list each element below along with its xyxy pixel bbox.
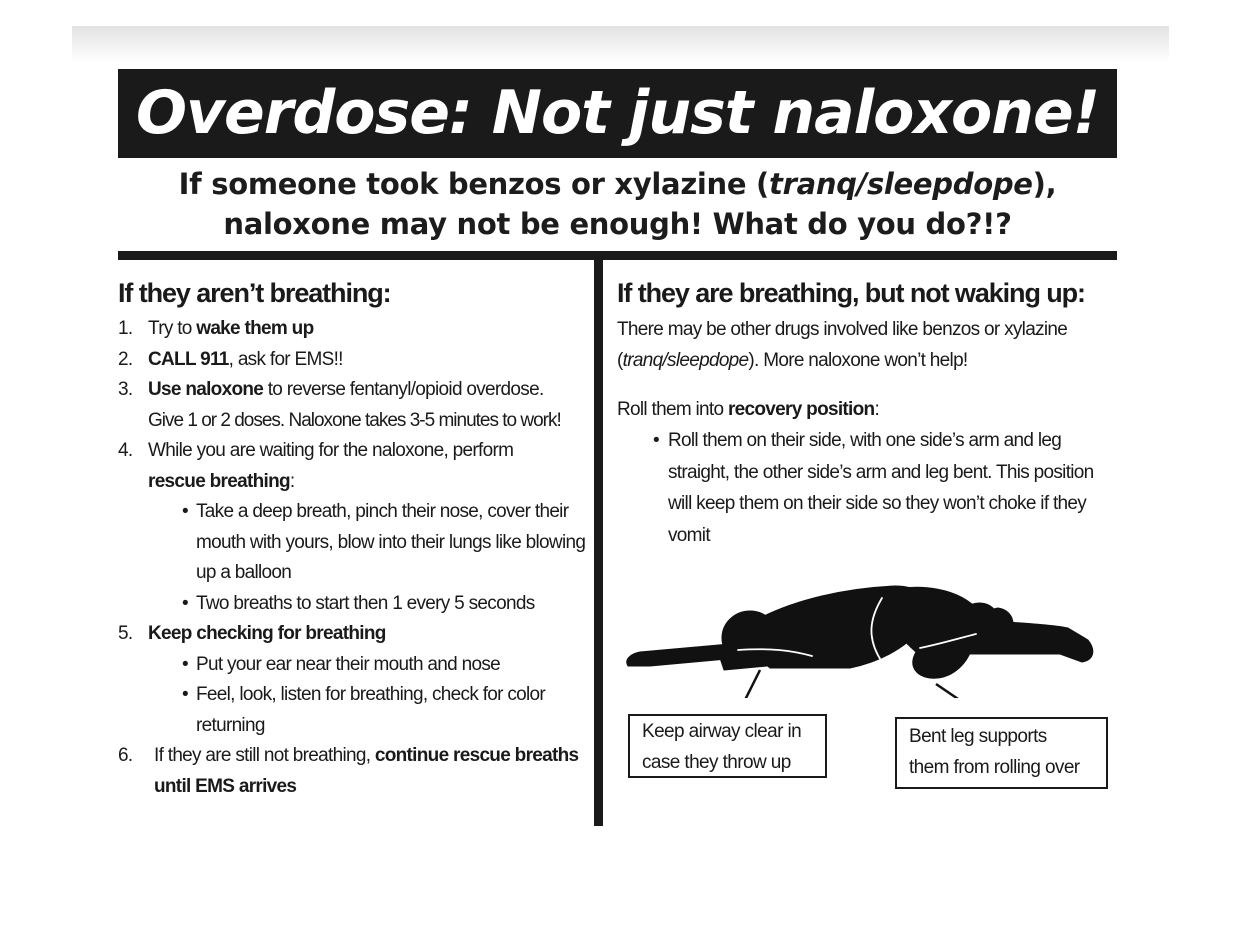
step-3: 3. Use naloxone to reverse fentanyl/opioid overdose. Give 1 or 2 doses. Naloxone takes 3-5 minutes to work! xyxy=(118,379,561,431)
bent-leg-callout: Bent leg supports them from rolling over xyxy=(895,717,1108,789)
top-shadow xyxy=(72,26,1169,62)
recovery-position-intro: Roll them into recovery position: xyxy=(617,399,880,420)
not-breathing-heading: If they aren’t breathing: xyxy=(118,278,391,308)
breathing-not-waking-section xyxy=(617,276,1117,551)
list-item: • Two breaths to start then 1 every 5 seconds xyxy=(182,592,535,614)
step-5: 5. Keep checking for breathing • Put your ear near their mouth and nose • Feel, look, listen for breathing, check for color returning xyxy=(118,619,588,741)
list-item: • Put your ear near their mouth and nose xyxy=(182,653,500,675)
airway-pointer xyxy=(738,670,760,698)
not-breathing-steps xyxy=(118,314,588,802)
step-1: 1. Try to wake them up xyxy=(118,318,314,339)
step-6: 6. If they are still not breathing, continue rescue breaths until EMS arrives xyxy=(118,745,579,797)
vertical-divider xyxy=(594,260,603,826)
leg-pointer xyxy=(936,684,986,698)
subtitle-line-1: If someone took benzos or xylazine (tranq/sleepdope), xyxy=(178,167,1057,201)
recovery-position-illustration xyxy=(620,578,1100,698)
step-4: 4. While you are waiting for the naloxone, perform rescue breathing: • Take a deep breath, pinch their nose, cover their mouth with yours, blow into their lungs like blowing up a balloon • Two breaths to start then 1 every 5 seconds xyxy=(118,436,588,619)
other-drugs-note: There may be other drugs involved like benzos or xylazine (tranq/sleepdope). More naloxone won’t help! xyxy=(617,319,1068,371)
step-2: 2. CALL 911, ask for EMS!! xyxy=(118,348,343,370)
breathing-heading: If they are breathing, but not waking up: xyxy=(617,278,1085,308)
list-item: • Take a deep breath, pinch their nose, cover their mouth with yours, blow into their lungs like blowing up a balloon xyxy=(182,501,586,583)
list-item: • Feel, look, listen for breathing, check for color returning xyxy=(182,684,546,736)
subtitle-line-2: naloxone may not be enough! What do you do?!? xyxy=(223,207,1012,241)
page-title: Overdose: Not just naloxone! xyxy=(118,69,1117,158)
recovery-position-bullets xyxy=(617,425,1117,551)
subtitle xyxy=(118,164,1117,244)
list-item: • Roll them on their side, with one side’s arm and leg straight, the other side’s arm and leg bent. This position will keep them on their side so they won’t choke if they vomit xyxy=(653,430,1094,546)
not-breathing-section xyxy=(118,276,588,802)
step-5-bullets xyxy=(148,650,588,742)
straight-leg-shape xyxy=(950,618,1093,662)
airway-callout: Keep airway clear in case they throw up xyxy=(628,714,827,778)
step-4-bullets xyxy=(148,497,588,619)
horizontal-divider xyxy=(118,251,1117,260)
